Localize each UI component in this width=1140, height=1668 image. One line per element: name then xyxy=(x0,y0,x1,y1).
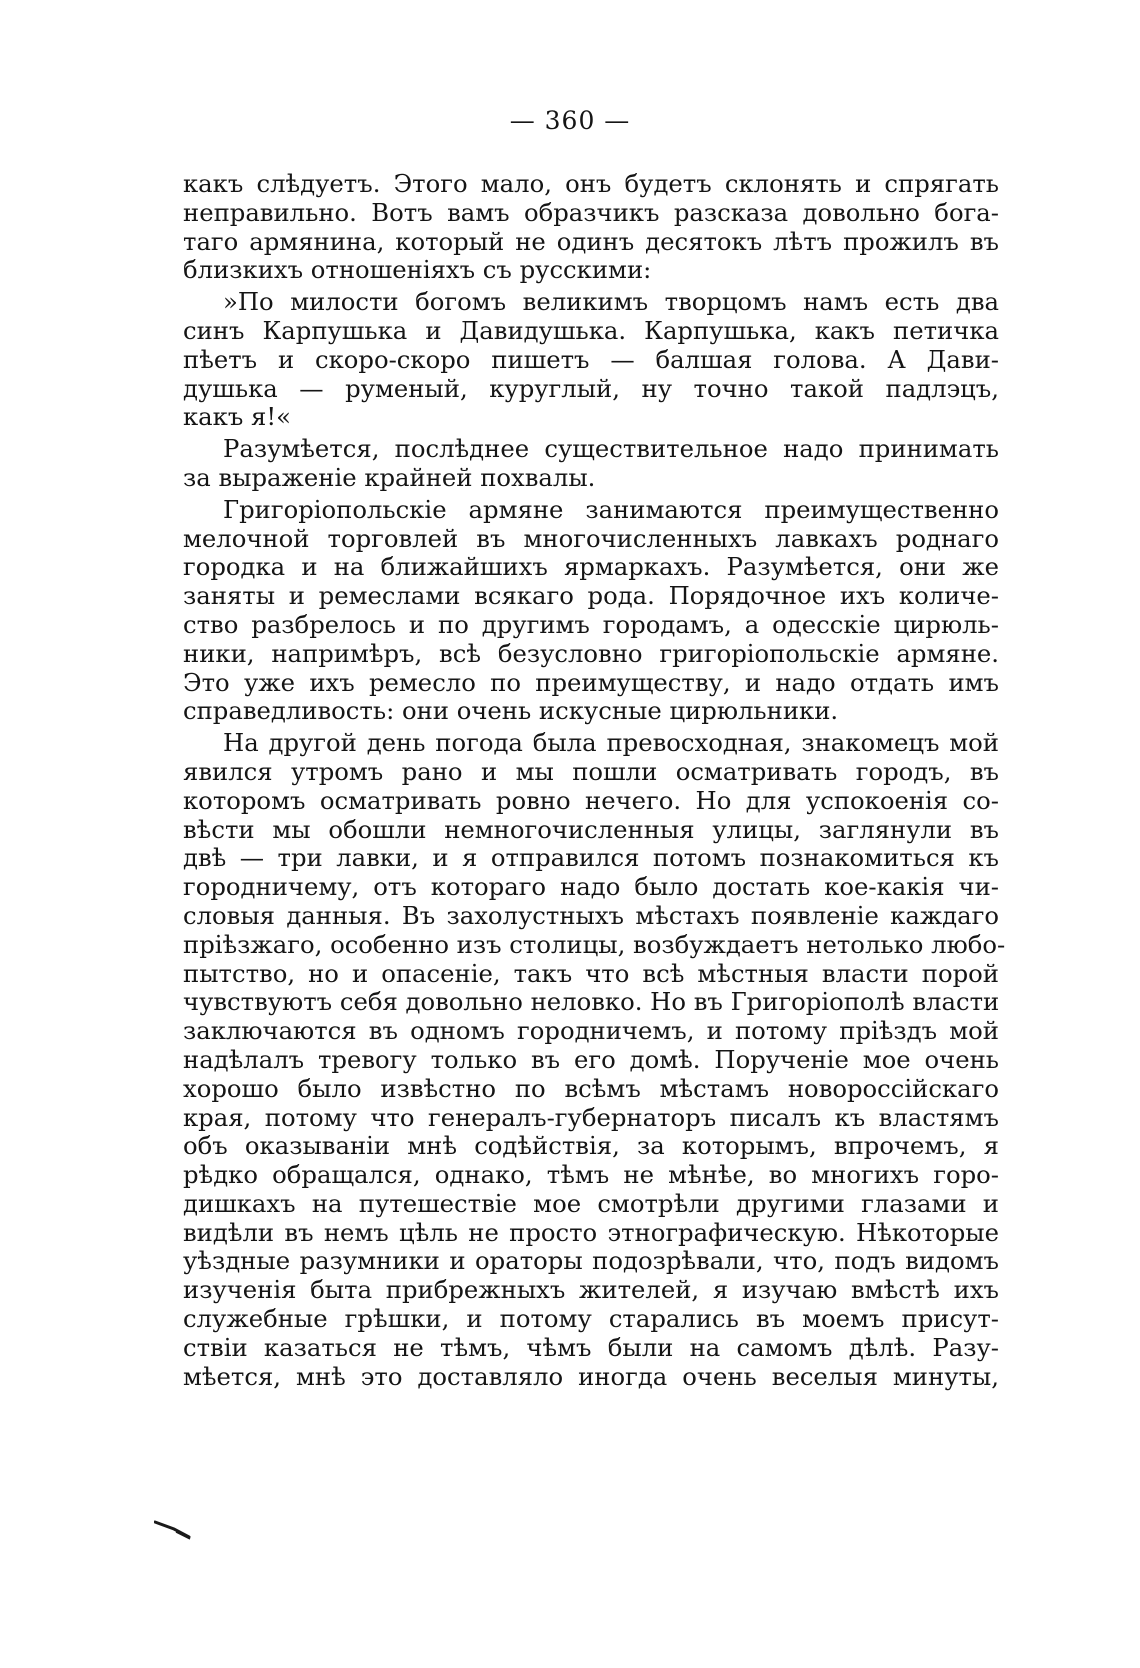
pen-scratch-mark xyxy=(154,1520,192,1540)
paragraph xyxy=(183,170,999,285)
text-line: заключаются въ одномъ городничемъ, и потому пріѣздъ мой xyxy=(183,1016,999,1046)
text-line: мелочной торговлей въ многочисленныхъ лавкахъ роднаго xyxy=(183,523,999,553)
text-line: городка и на ближайшихъ ярмаркахъ. Разумѣется, они же xyxy=(183,552,999,582)
text-line: словыя данныя. Въ захолустныхъ мѣстахъ появленіе каждаго xyxy=(183,900,999,930)
text-line: дишкахъ на путешествіе мое смотрѣли другими глазами и xyxy=(183,1188,999,1218)
text-line: рѣдко обращался, однако, тѣмъ не мѣнѣе, во многихъ горо- xyxy=(183,1160,999,1190)
paragraph xyxy=(183,288,999,432)
text-line: уѣздные разумники и ораторы подозрѣвали, что, подъ видомъ xyxy=(183,1246,999,1276)
text-line: служебные грѣшки, и потому старались въ моемъ присут- xyxy=(183,1304,999,1334)
text-line: чувствуютъ себя довольно неловко. Но въ Григоріополѣ власти xyxy=(183,987,1000,1017)
text-line: края, потому что генералъ-губернаторъ писалъ къ властямъ xyxy=(183,1102,999,1132)
text-line: Григоріопольскіе армяне занимаются преимущественно xyxy=(223,494,999,524)
text-line: какъ слѣдуетъ. Этого мало, онъ будетъ склонять и спрягать xyxy=(183,169,999,198)
text-line: за выраженіе крайней похвалы. xyxy=(183,462,596,492)
text-line: ники, напримѣръ, всѣ безусловно григоріопольскіе армяне. xyxy=(183,638,999,668)
text-line: которомъ осматривать ровно нечего. Но для успокоенія со- xyxy=(183,785,999,815)
text-line: изученія быта прибрежныхъ жителей, я изучаю вмѣстѣ ихъ xyxy=(183,1275,999,1305)
text-line: Это уже ихъ ремесло по преимуществу, и надо отдать имъ xyxy=(183,667,999,697)
text-line: видѣли въ немъ цѣль не просто этнографическую. Нѣкоторые xyxy=(183,1217,999,1247)
text-line: двѣ — три лавки, и я отправился потомъ познакомиться къ xyxy=(183,843,999,873)
text-line: объ оказываніи мнѣ содѣйствія, за которымъ, впрочемъ, я xyxy=(183,1131,999,1161)
text-line: пріѣзжаго, особенно изъ столицы, возбуждаетъ нетолько любо- xyxy=(183,929,1006,959)
text-line: вѣсти мы обошли немногочисленныя улицы, заглянули въ xyxy=(183,814,999,844)
text-line: ствіи казаться не тѣмъ, чѣмъ были на самомъ дѣлѣ. Разу- xyxy=(183,1332,999,1362)
text-line: надѣлалъ тревогу только въ его домѣ. Порученіе мое очень xyxy=(183,1044,999,1074)
page-number: — 360 — xyxy=(509,106,631,135)
text-line: На другой день погода была превосходная, знакомецъ мой xyxy=(223,728,999,758)
text-line: Разумѣется, послѣднее существительное надо принимать xyxy=(223,434,999,464)
paragraph xyxy=(183,728,1006,1391)
text-line: хорошо было извѣстно по всѣмъ мѣстамъ новороссійскаго xyxy=(183,1073,999,1103)
text-line: явился утромъ рано и мы пошли осматривать городъ, въ xyxy=(183,756,999,786)
text-line: »По милости богомъ великимъ творцомъ намъ есть два xyxy=(223,287,999,317)
text-line: городничему, отъ котораго надо было достать кое-какія чи- xyxy=(183,872,999,902)
text-line: какъ я!« xyxy=(183,402,291,432)
body-text xyxy=(183,169,1006,1391)
text-line: ство разбрелось и по другимъ городамъ, а одесскіе цирюль- xyxy=(183,609,999,639)
text-line: заняты и ремеслами всякаго рода. Порядочное ихъ количе- xyxy=(183,581,999,611)
text-line: синъ Карпушька и Давидушька. Карпушька, какъ петичка xyxy=(183,315,999,345)
text-line: душька — руменый, куруглый, ну точно такой падлэцъ, xyxy=(183,373,999,403)
text-line: мѣется, мнѣ это доставляло иногда очень веселыя минуты, xyxy=(183,1361,999,1391)
text-line: пѣетъ и скоро-скоро пишетъ — балшая голова. А Дави- xyxy=(183,344,999,374)
paragraph xyxy=(183,435,999,493)
text-line: таго армянина, который не одинъ десятокъ лѣтъ прожилъ въ xyxy=(183,226,999,256)
text-line: справедливость: они очень искусные цирюльники. xyxy=(183,696,839,726)
text-line: неправильно. Вотъ вамъ образчикъ разсказа довольно бога- xyxy=(183,197,999,227)
text-line: близкихъ отношеніяхъ съ русскими: xyxy=(183,255,652,285)
text-line: пытство, но и опасеніе, такъ что всѣ мѣстныя власти порой xyxy=(183,958,999,988)
paragraph xyxy=(183,496,999,726)
